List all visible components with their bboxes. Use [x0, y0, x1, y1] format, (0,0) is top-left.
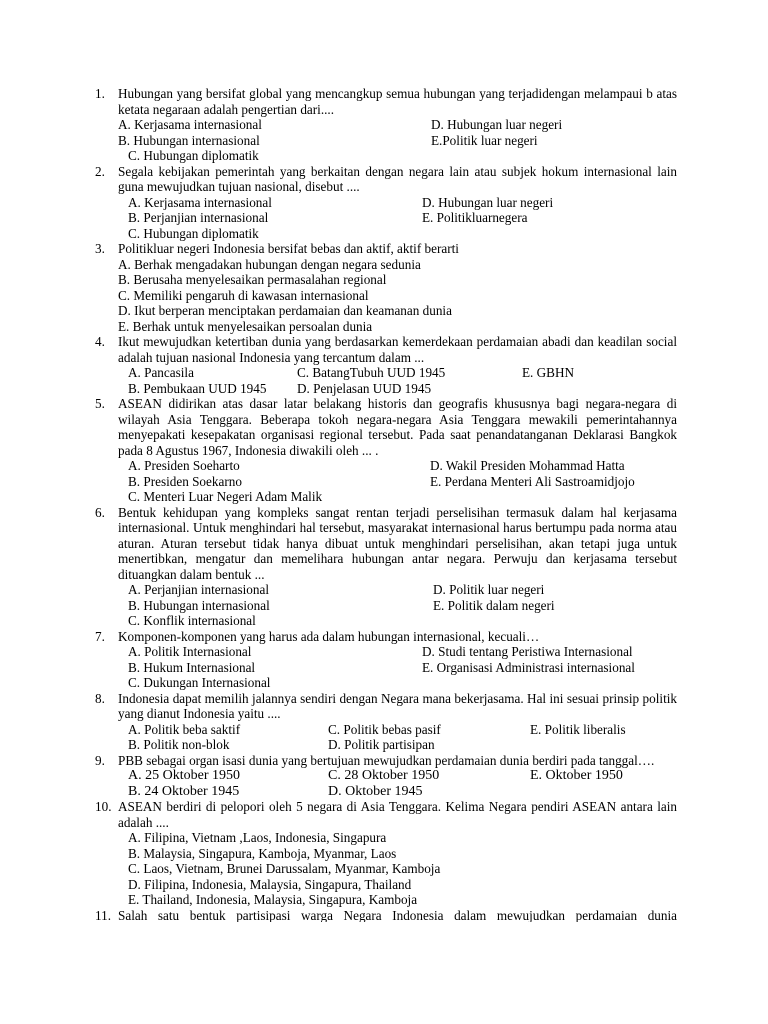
- question-5: [95, 396, 677, 505]
- question-number: 4.: [95, 334, 105, 349]
- question-8: [95, 691, 677, 753]
- option-a: A. Filipina, Vietnam ,Laos, Indonesia, Singapura: [128, 830, 387, 845]
- option-b: B. Hukum Internasional: [128, 659, 256, 675]
- question-number: 7.: [95, 628, 105, 644]
- option-d: D. Hubungan luar negeri: [422, 194, 554, 210]
- option-group: [118, 722, 677, 753]
- option-group: [118, 257, 677, 335]
- option-e: E. Organisasi Administrasi internasional: [422, 659, 635, 675]
- question-text: Salah satu bentuk partisipasi warga Negara Indonesia dalam mewujudkan perdamaian dunia: [118, 907, 677, 922]
- option-e: E. Berhak untuk menyelesaikan persoalan dunia: [118, 318, 373, 334]
- option-a: A. Pancasila: [128, 365, 194, 380]
- question-text: ASEAN berdiri di pelopori oleh 5 negara di Asia Tenggara. Kelima Negara pendiri ASEAN antara lain adalah ....: [118, 799, 677, 830]
- question-number: 9.: [95, 752, 105, 768]
- question-3: [95, 241, 677, 334]
- question-4: [95, 334, 677, 396]
- option-d: D. Hubungan luar negeri: [431, 117, 563, 132]
- option-group: [118, 644, 677, 691]
- question-7: [95, 629, 677, 691]
- option-c: C. Memiliki pengaruh di kawasan internasional: [118, 287, 369, 303]
- option-c: C. Hubungan diplomatik: [128, 225, 259, 241]
- option-group: [118, 768, 677, 799]
- question-number: 5.: [95, 396, 105, 411]
- option-c: C. Konflik internasional: [128, 613, 256, 628]
- question-text: Politikluar negeri Indonesia bersifat bebas dan aktif, aktif berarti: [118, 241, 459, 256]
- option-c: C. Dukungan Internasional: [128, 675, 271, 690]
- question-number: 3.: [95, 241, 105, 256]
- option-e: E. Thailand, Indonesia, Malaysia, Singapura, Kamboja: [128, 892, 418, 907]
- option-group: [118, 117, 677, 164]
- option-a: A. Kerjasama internasional: [118, 117, 262, 132]
- question-number: 10.: [95, 799, 112, 814]
- option-d: D. Oktober 1945: [328, 783, 423, 799]
- option-c: C. Hubungan diplomatik: [128, 148, 259, 163]
- option-a: A. 25 Oktober 1950: [128, 768, 240, 783]
- question-text: PBB sebagai organ isasi dunia yang bertujuan mewujudkan perdamaian dunia berdiri pada tanggal….: [118, 752, 655, 768]
- option-c: C. 28 Oktober 1950: [328, 768, 440, 783]
- option-c: C. Menteri Luar Negeri Adam Malik: [128, 489, 323, 504]
- option-group: [118, 365, 677, 396]
- option-b: B. Perjanjian internasional: [128, 210, 269, 225]
- option-b: B. Malaysia, Singapura, Kamboja, Myanmar, Laos: [128, 845, 397, 861]
- question-number: 8.: [95, 690, 105, 706]
- option-e: E. GBHN: [522, 365, 575, 380]
- option-group: [118, 582, 677, 629]
- question-text: Indonesia dapat memilih jalannya sendiri dengan Negara mana bekerjasama. Hal ini sesuai prinsip politik yang dianut Indonesia yaitu ....: [118, 690, 677, 721]
- option-e: E. Politikluarnegera: [422, 210, 528, 225]
- option-b: B. Berusaha menyelesaikan permasalahan regional: [118, 272, 387, 287]
- option-a: A. Berhak mengadakan hubungan dengan negara sedunia: [118, 256, 421, 272]
- option-b: B. Politik non-blok: [128, 737, 230, 752]
- option-d: D. Ikut berperan menciptakan perdamaian dan keamanan dunia: [118, 303, 452, 318]
- option-d: D. Filipina, Indonesia, Malaysia, Singapura, Thailand: [128, 876, 412, 892]
- question-number: 11.: [95, 907, 111, 922]
- question-text: Bentuk kehidupan yang kompleks sangat rentan terjadi perselisihan termasuk dalam hal kerjasama internasional. Untuk menghindari hal tersebut, masyarakat internasional harus bertumpu pada norma atau aturan. Aturan tersebut tidak hanya dibuat untuk menghindari perselisihan, akan tetapi juga untuk menertibkan, mengatur dan memelihara hubungan antar negara. Perwuju dan kerjasama tersebut dituangkan dalam bentuk ...: [118, 504, 677, 582]
- question-list: [95, 86, 677, 922]
- option-c: C. BatangTubuh UUD 1945: [297, 365, 446, 380]
- question-6: [95, 505, 677, 629]
- option-a: A. Perjanjian internasional: [128, 582, 269, 597]
- option-a: A. Kerjasama internasional: [128, 194, 272, 210]
- option-d: D. Studi tentang Peristiwa Internasional: [422, 644, 633, 659]
- option-group: [118, 830, 677, 908]
- question-text: ASEAN didirikan atas dasar latar belakang historis dan geografis khususnya bagi negara-negara di wilayah Asia Tenggara. Beberapa tokoh negara-negara Asia Tenggara mewakili pemerintahannya menyepakati kesepakatan organisasi regional tersebut. Pada saat penandatanganan Deklarasi Bangkok pada 8 Agustus 1967, Indonesia diwakili oleh ... .: [118, 396, 677, 458]
- question-10: [95, 799, 677, 908]
- option-d: D. Politik luar negeri: [433, 582, 545, 597]
- option-d: D. Politik partisipan: [328, 737, 435, 752]
- option-e: E. Oktober 1950: [530, 768, 623, 783]
- option-d: D. Penjelasan UUD 1945: [297, 380, 432, 396]
- question-text: Hubungan yang bersifat global yang mencangkup semua hubungan yang terjadidengan melampaui b atas ketata negaraan adalah pengertian dari....: [118, 86, 677, 117]
- question-11: [95, 908, 677, 922]
- option-b: B. 24 Oktober 1945: [128, 783, 240, 799]
- option-a: A. Politik beba saktif: [128, 721, 241, 737]
- option-b: B. Presiden Soekarno: [128, 473, 242, 489]
- option-a: A. Presiden Soeharto: [128, 458, 240, 473]
- option-group: [118, 195, 677, 242]
- question-text: Ikut mewujudkan ketertiban dunia yang berdasarkan kemerdekaan perdamaian abadi dan keadilan social adalah tujuan nasional Indonesia yang tercantum dalam ...: [118, 334, 677, 365]
- question-number: 2.: [95, 163, 105, 179]
- option-c: C. Politik bebas pasif: [328, 721, 441, 737]
- option-e: E. Politik dalam negeri: [433, 597, 555, 613]
- option-a: A. Politik Internasional: [128, 644, 252, 659]
- option-b: B. Hubungan internasional: [118, 132, 260, 148]
- option-e: E.Politik luar negeri: [431, 132, 538, 148]
- question-text: Segala kebijakan pemerintah yang berkaitan dengan negara lain atau subjek hokum internasional lain guna mewujudkan tujuan nasional, disebut ....: [118, 163, 677, 194]
- question-9: [95, 753, 677, 800]
- option-b: B. Hubungan internasional: [128, 597, 270, 613]
- option-group: [118, 458, 677, 505]
- question-number: 1.: [95, 86, 105, 101]
- question-2: [95, 164, 677, 242]
- option-d: D. Wakil Presiden Mohammad Hatta: [430, 458, 625, 473]
- option-e: E. Perdana Menteri Ali Sastroamidjojo: [430, 473, 635, 489]
- question-number: 6.: [95, 504, 105, 520]
- option-c: C. Laos, Vietnam, Brunei Darussalam, Myanmar, Kamboja: [128, 861, 441, 876]
- option-e: E. Politik liberalis: [530, 721, 626, 737]
- option-b: B. Pembukaan UUD 1945: [128, 380, 267, 396]
- question-text: Komponen-komponen yang harus ada dalam hubungan internasional, kecuali…: [118, 628, 540, 644]
- question-1: [95, 86, 677, 164]
